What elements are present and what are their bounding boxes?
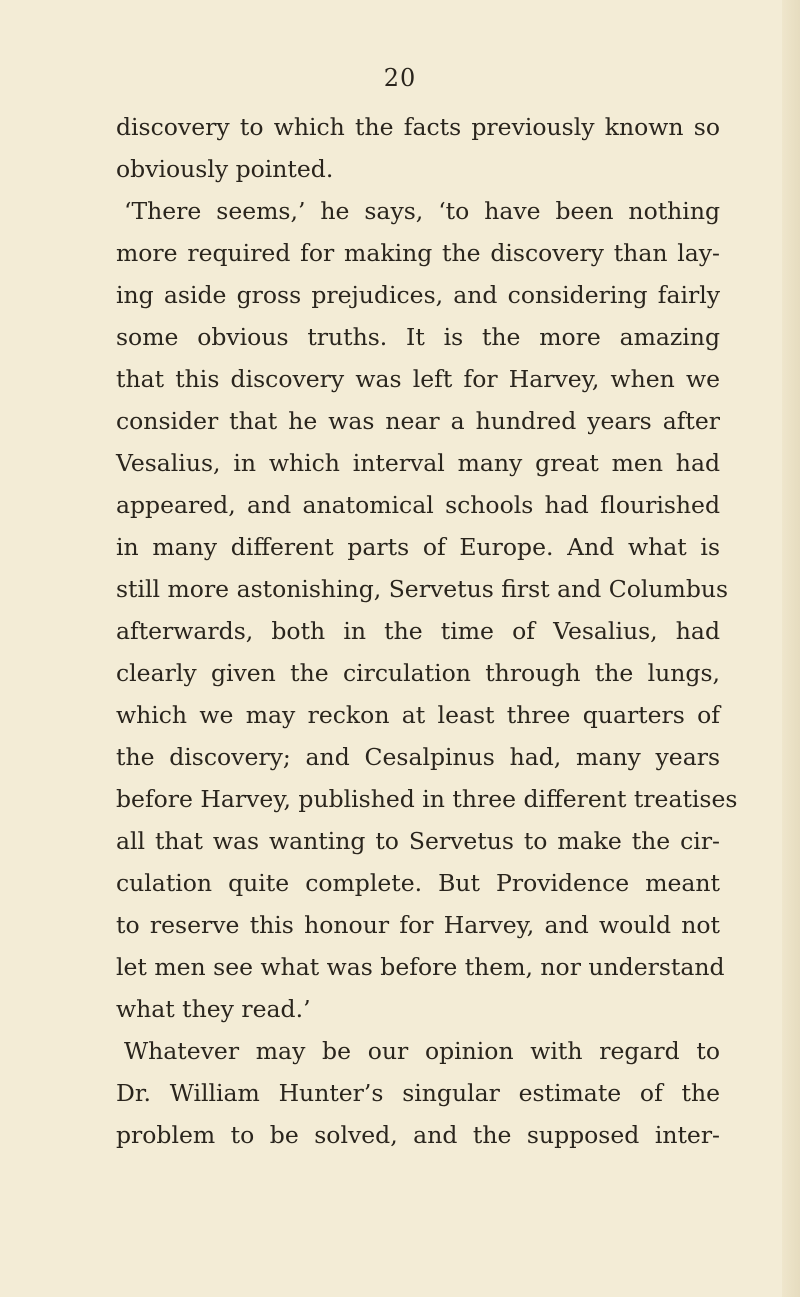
text-line: before Harvey, published in three different treatises: [116, 785, 738, 813]
text-line: Whatever may be our opinion with regard to: [124, 1037, 720, 1065]
text-line: the discovery; and Cesalpinus had, many years: [116, 743, 720, 771]
text-line: still more astonishing, Servetus first and Columbus: [116, 575, 729, 603]
text-line: more required for making the discovery than lay-: [116, 239, 720, 267]
text-line: afterwards, both in the time of Vesalius, had: [116, 617, 720, 645]
text-line: problem to be solved, and the supposed inter-: [116, 1121, 720, 1149]
text-line: culation quite complete. But Providence meant: [116, 869, 720, 897]
body-text: [116, 106, 738, 1156]
text-line: ing aside gross prejudices, and considering fairly: [116, 281, 720, 309]
page-edge: [782, 0, 800, 1297]
text-line: that this discovery was left for Harvey, when we: [116, 365, 720, 393]
text-line: discovery to which the facts previously known so: [116, 113, 720, 141]
page-number: 20: [383, 64, 417, 92]
text-line: appeared, and anatomical schools had flourished: [116, 491, 720, 519]
text-line: Vesalius, in which interval many great men had: [116, 449, 720, 477]
text-line: which we may reckon at least three quarters of: [116, 701, 720, 729]
text-line: clearly given the circulation through the lungs,: [116, 659, 720, 687]
text-line: consider that he was near a hundred years after: [116, 407, 720, 435]
text-line: in many different parts of Europe. And what is: [116, 533, 720, 561]
text-line: some obvious truths. It is the more amazing: [116, 323, 720, 351]
text-line: to reserve this honour for Harvey, and would not: [116, 911, 720, 939]
text-line: what they read.’: [116, 995, 311, 1023]
text-line: ‘There seems,’ he says, ‘to have been nothing: [124, 197, 720, 225]
text-line: obviously pointed.: [116, 155, 334, 183]
text-line: Dr. William Hunter’s singular estimate of the: [116, 1079, 720, 1107]
text-line: let men see what was before them, nor understand: [116, 953, 725, 981]
text-line: all that was wanting to Servetus to make the cir-: [116, 827, 720, 855]
